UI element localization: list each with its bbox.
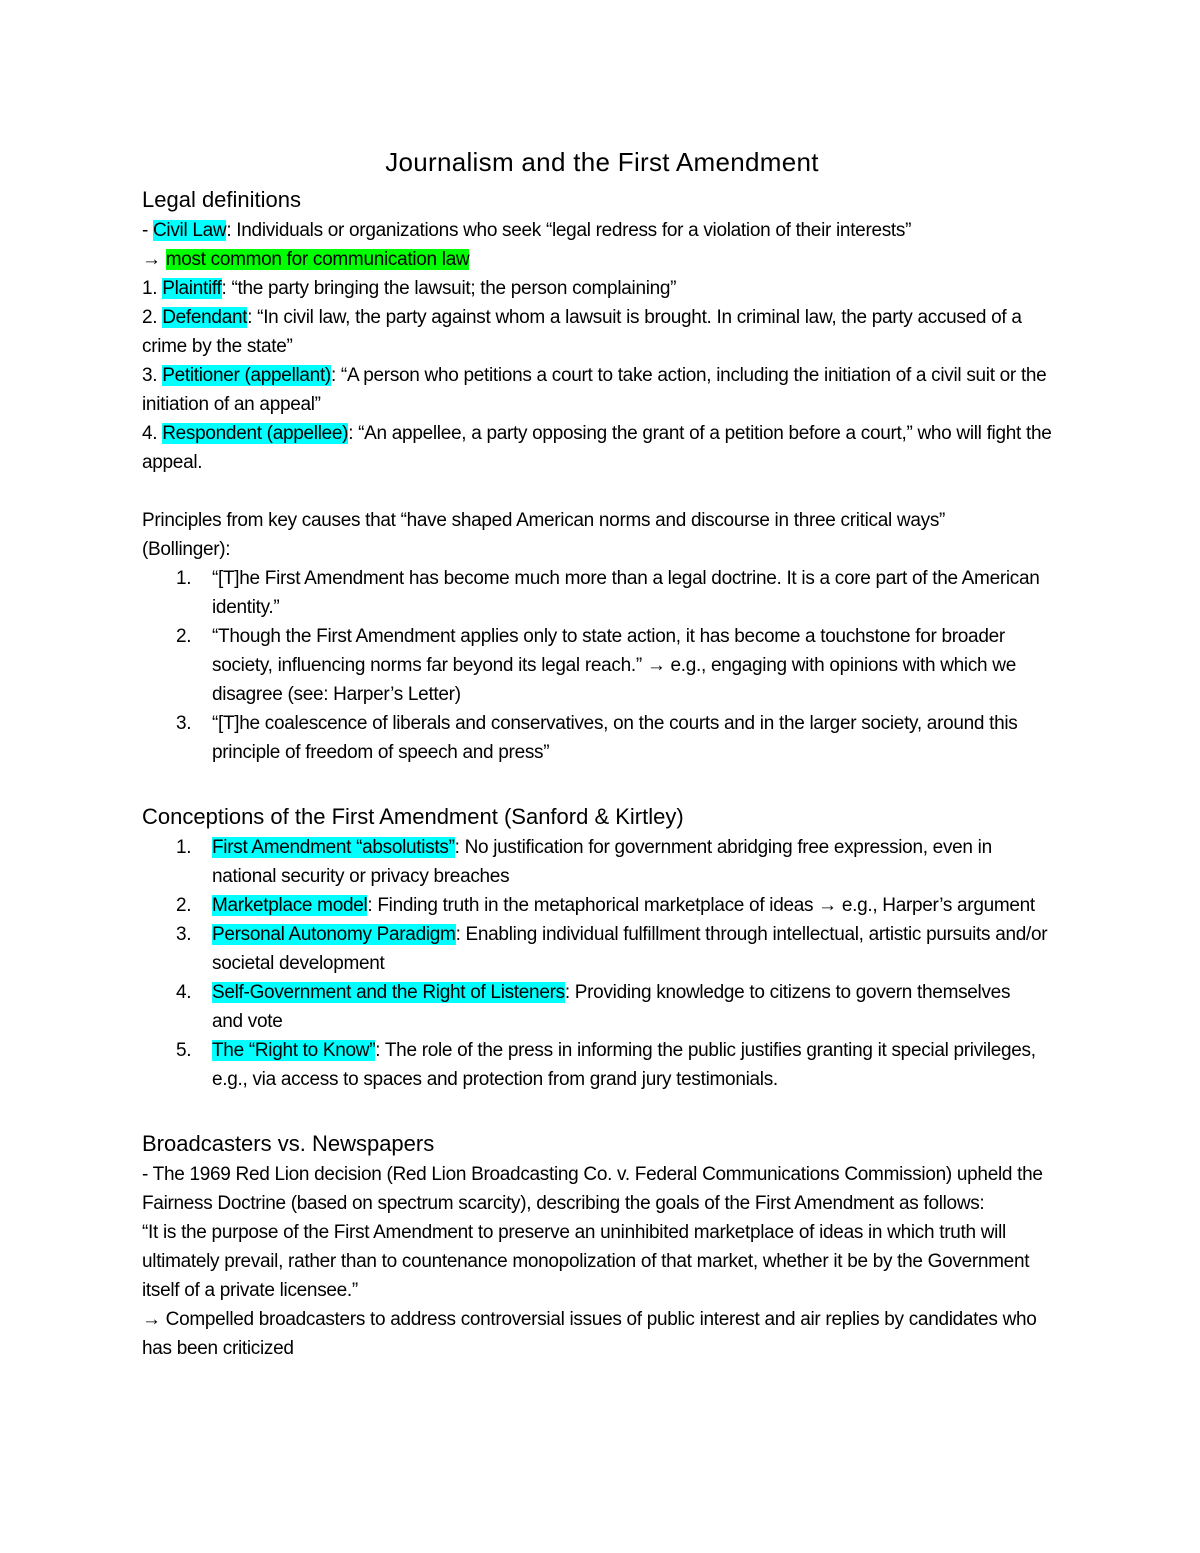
red-lion-conclusion [142,1305,1042,1363]
conception-term: First Amendment “absolutists” [212,837,455,858]
conception-term: Personal Autonomy Paradigm [212,924,456,945]
common-law-highlight: most common for communication law [165,249,470,270]
principle-item [142,709,1062,767]
definition-term-plaintiff: Plaintiff [162,278,222,299]
principles-list [142,564,1062,767]
civil-law-text: : Individuals or organizations who seek “legal redress for a violation of their interests” [226,220,912,241]
legal-definitions-heading: Legal definitions [142,187,302,212]
definition-item [142,361,1052,419]
principle-item [142,622,1062,709]
list-number: 2. [176,895,192,916]
conception-term: The “Right to Know” [212,1040,376,1061]
conception-term: Marketplace model [212,895,368,916]
broadcasters-heading: Broadcasters vs. Newspapers [142,1131,435,1156]
red-lion-quote: “It is the purpose of the First Amendment to preserve an uninhibited marketplace of ideas in which truth will ultimately prevail, rather than to countenance monopolization of that market, whether it be by the Government itself of a private licensee.” [142,1222,1030,1301]
list-number: 3. [176,713,192,734]
conception-item [142,833,992,891]
conception-item [142,920,1072,978]
definition-term-respondent: Respondent (appellee) [162,423,349,444]
civil-law-line [142,216,1062,245]
principles-intro: Principles from key causes that “have shaped American norms and discourse in three critical ways” (Bollinger): [142,510,946,560]
list-number: 5. [176,1040,192,1061]
conceptions-list [142,833,1062,1094]
definition-item [142,274,1062,303]
arrow-icon: → [142,249,161,270]
list-number: 1. [176,837,192,858]
list-number: 4. [176,982,192,1003]
conception-text: : The role of the press in informing the public justifies granting it special privileges, e.g., via access to spaces and protection from grand jury testimonials. [212,1040,1036,1090]
document-page [142,140,1062,1363]
definition-number: 2. [142,307,163,328]
conception-text: : Enabling individual fulfillment through intellectual, artistic pursuits and/or societal development [212,924,1048,974]
spacer [142,767,1062,801]
conception-text: : Finding truth in the metaphorical marketplace of ideas → e.g., Harper’s argument [367,895,1035,916]
definition-text: : “the party bringing the lawsuit; the person complaining” [221,278,677,299]
civil-law-prefix: - [142,220,154,241]
list-number: 1. [176,568,192,589]
common-law-line [142,245,1062,274]
principle-item [142,564,1062,622]
definition-item [142,303,1022,361]
conclusion-text: Compelled broadcasters to address controversial issues of public interest and air replies by candidates who has been criticized [142,1309,1037,1359]
conception-item [142,891,1042,920]
list-number: 2. [176,626,192,647]
definition-text: : “In civil law, the party against whom a lawsuit is brought. In criminal law, the party accused of a crime by the state” [142,307,1022,357]
definition-item [142,419,1062,477]
arrow-icon: → [142,1309,161,1330]
definition-term-defendant: Defendant [162,307,248,328]
principle-text: “Though the First Amendment applies only to state action, it has become a touchstone for broader society, influencing norms far beyond its legal reach.” → e.g., engaging with opinions with which we disagree (see: Harper’s Letter) [212,626,1016,705]
conception-term: Self-Government and the Right of Listeners [212,982,565,1003]
principle-text: “[T]he First Amendment has become much more than a legal doctrine. It is a core part of the American identity.” [212,568,1040,618]
conceptions-heading: Conceptions of the First Amendment (Sanford & Kirtley) [142,804,684,829]
conception-item [142,1036,1062,1094]
document-title: Journalism and the First Amendment [385,147,819,177]
conception-text: : Providing knowledge to citizens to govern themselves and vote [212,982,1011,1032]
conception-text: : No justification for government abridging free expression, even in national security or privacy breaches [212,837,992,887]
definition-number: 1. [142,278,163,299]
conception-item [142,978,1042,1036]
list-number: 3. [176,924,192,945]
definition-text: : “An appellee, a party opposing the grant of a petition before a court,” who will fight the appeal. [142,423,1052,473]
definition-term-petitioner: Petitioner (appellant) [162,365,331,386]
principle-text: “[T]he coalescence of liberals and conservatives, on the courts and in the larger society, around this principle of freedom of speech and press” [212,713,1018,763]
red-lion-paragraph: - The 1969 Red Lion decision (Red Lion Broadcasting Co. v. Federal Communications Commission) upheld the Fairness Doctrine (based on spectrum scarcity), describing the goals of the First Amendment as follows: [142,1164,1043,1214]
spacer [142,477,1062,506]
definition-number: 4. [142,423,163,444]
definition-number: 3. [142,365,163,386]
definition-text: : “A person who petitions a court to take action, including the initiation of a civil suit or the initiation of an appeal” [142,365,1047,415]
civil-law-term: Civil Law [153,220,227,241]
spacer [142,1094,1062,1128]
